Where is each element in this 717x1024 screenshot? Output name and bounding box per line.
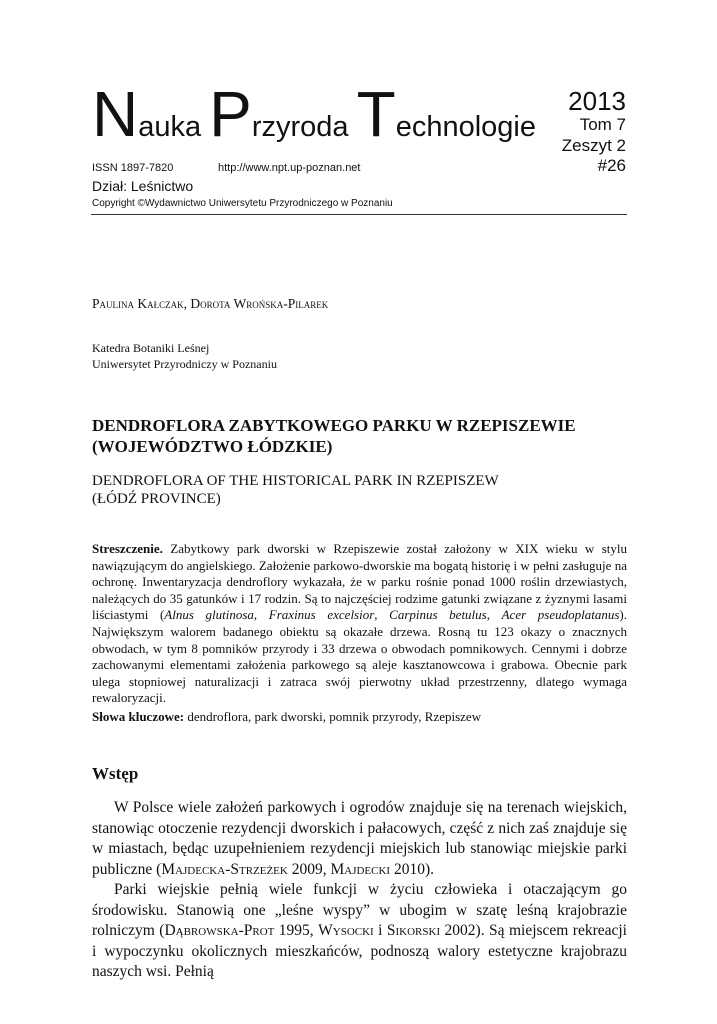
keywords-text: dendroflora, park dworski, pomnik przyrody, Rzepiszew — [184, 709, 482, 724]
keywords-label: Słowa kluczowe: — [92, 709, 185, 724]
citation-author: Wysocki — [318, 922, 374, 939]
affiliation-line: Uniwersytet Przyrodniczy w Poznaniu — [92, 357, 277, 371]
copyright: Copyright ©Wydawnictwo Uniwersytetu Przyrodniczego w Poznaniu — [92, 198, 393, 209]
title-polish-line: DENDROFLORA ZABYTKOWEGO PARKU W RZEPISZEWIE — [92, 416, 576, 435]
paragraph-text: W Polsce wiele założeń parkowych i ogrodów znajduje się na terenach wiejskich, stanowiąc otoczenie rezydencji dworskich i pałacowych, część z nich zaś znajduje się w miastach, będąc uzupełnieniem rezydencji miejskich lub stanowiąc miejskie parki publiczne ( — [92, 799, 627, 878]
journal-title-word-2: Przyroda — [209, 78, 357, 150]
authors: Paulina Kałczak, Dorota Wrońska-Pilarek — [92, 296, 329, 311]
abstract-label: Streszczenie. — [92, 541, 163, 556]
citation-year: 2009, — [287, 860, 331, 878]
keywords — [92, 709, 627, 725]
species-name: Carpinus betulus — [389, 607, 487, 623]
abstract: Streszczenie. Zabytkowy park dworski w Rzepiszewie został założony w XIX wieku w stylu nawiązującym do angielskiego. Założenie parkowo-dworskie ma bogatą historię i w pełni zasługuje na ochronę. Inwentaryzacja dendroflory wykazała, że w parku rośnie ponad 1000 roślin drzewiastych, należących do 35 gatunków i 17 rodzin. Są to najczęściej rodzime gatunki związane z żyznymi lasami liściastymi (Alnus glutinosa, Fraxinus excelsior, Carpinus betulus, Acer pseudoplatanus). Największym walorem badanego obiektu są okazałe drzewa. Rosną tu 123 okazy o znacznych obwodach, w tym 8 pomników przyrody i 33 drzewa o obwodach pomnikowych. Cennymi i dobrze zachowanymi elementami założenia parkowego są aleje kasztanowcowa i grabowa. Obecnie park ulega stopniowej naturalizacji i zatraca swój pierwotny układ przestrzenny, dlatego wymaga rewaloryzacji. — [92, 541, 627, 706]
title-polish-line: (WOJEWÓDZTWO ŁÓDZKIE) — [92, 437, 333, 456]
species-name: Acer pseudoplatanus — [501, 607, 620, 623]
abstract-text: Zabytkowy park dworski w Rzepiszewie został założony w XIX wieku w stylu nawiązującym do angielskiego. Założenie parkowo-dworskie ma bogatą historię i w pełni zasługuje na ochronę. Inwentaryzacja dendroflory wykazała, że w parku rośnie ponad 1000 roślin drzewiastych, należących do 35 gatunków i 17 rodzin. Są to najczęściej rodzime gatunki związane z żyznymi lasami liściastymi ( — [92, 541, 627, 623]
issue-volume: Tom 7 — [579, 115, 626, 134]
paragraph-text: Parki wiejskie pełnią wiele funkcji w życiu człowieka i otaczającym go środowisku. Stanowią one „leśne wyspy” w ubogim w szatę leśną krajobrazie rolniczym ( — [92, 881, 627, 939]
journal-url[interactable]: http://www.npt.up-poznan.net — [218, 162, 361, 174]
issue-number: Zeszyt 2 — [561, 136, 626, 155]
article-number: #26 — [597, 156, 626, 175]
citation-year: 1995, — [274, 922, 319, 939]
citation-author: Majdecki — [330, 860, 391, 878]
citation-connector: i — [373, 922, 387, 939]
section-label: Dział: Leśnictwo — [92, 178, 194, 194]
title-english-line: (ŁÓDŹ PROVINCE) — [92, 491, 221, 507]
species-name: Fraxinus excelsior — [268, 607, 375, 623]
paragraph-text: Są miejscem rekreacji i wypoczynku okolicznych mieszkańców, podnoszą walory estetyczne krajobrazu naszych wsi. Pełnią — [92, 922, 627, 980]
body-text — [92, 798, 627, 983]
header-divider — [91, 214, 627, 215]
species-name: Alnus glutinosa — [164, 607, 254, 623]
paragraph — [92, 798, 627, 880]
affiliation-line: Katedra Botaniki Leśnej — [92, 341, 210, 355]
journal-title-word-1: Nauka — [92, 78, 210, 150]
journal-title-word-3: Technologie — [356, 78, 537, 150]
citation-author: Dąbrowska-Prot — [164, 922, 275, 939]
citation-author: Sikorski — [386, 922, 441, 939]
abstract-text: ). Największym walorem badanego obiektu są okazałe drzewa. Rosną tu 123 okazy o znacznych obwodach, w tym 8 pomników przyrody i 33 drzewa o obwodach pomnikowych. Cennymi i dobrze zachowanymi elementami założenia parkowego są aleje kasztanowcowa i grabowa. Obecnie park ulega stopniowej naturalizacji i zatraca swój pierwotny układ przestrzenny, dlatego wymaga rewaloryzacji. — [92, 607, 627, 706]
citation-author: Majdecka-Strzeżek — [161, 860, 288, 878]
citation-year: 2010). — [390, 860, 435, 878]
paragraph — [92, 880, 627, 983]
title-polish — [92, 415, 627, 457]
journal-title — [92, 78, 537, 150]
section-heading: Wstęp — [92, 764, 139, 783]
affiliation — [92, 340, 627, 372]
issue-year: 2013 — [568, 86, 626, 116]
title-english — [92, 472, 627, 508]
title-english-line: DENDROFLORA OF THE HISTORICAL PARK IN RZEPISZEW — [92, 473, 499, 489]
issn: ISSN 1897-7820 — [92, 162, 174, 174]
citation-year: 2002). — [440, 922, 485, 939]
